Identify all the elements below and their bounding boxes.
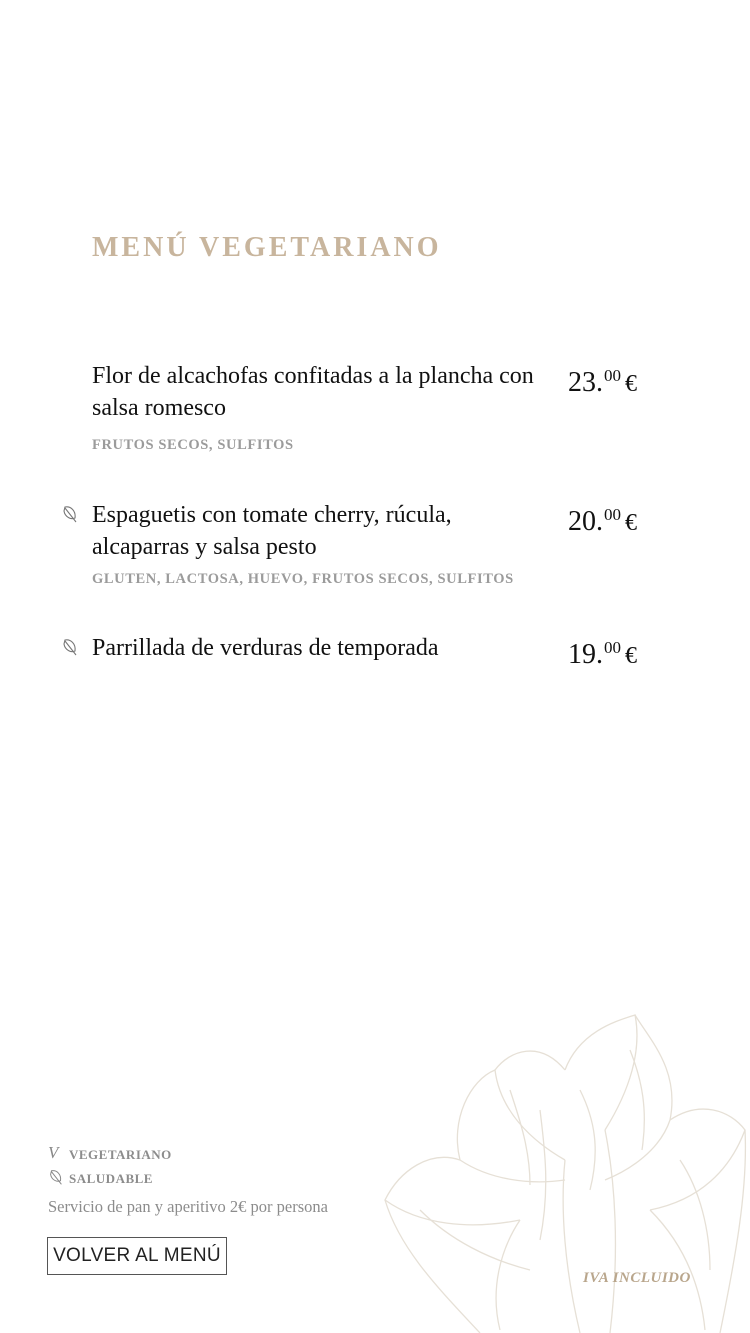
vegetarian-icon: V bbox=[48, 1143, 59, 1162]
price-currency: € bbox=[625, 643, 637, 669]
price-integer: 20. bbox=[568, 506, 603, 537]
dish-price bbox=[568, 632, 637, 672]
price-currency: € bbox=[625, 371, 637, 397]
dish-name: Parrillada de verduras de temporada bbox=[92, 635, 439, 661]
price-currency: € bbox=[625, 510, 637, 536]
dish-allergens: GLUTEN, LACTOSA, HUEVO, FRUTOS SECOS, SULFITOS bbox=[92, 571, 514, 587]
legend-healthy-label: SALUDABLE bbox=[69, 1171, 153, 1186]
dish-price bbox=[568, 360, 637, 400]
legend-vegetarian-label: VEGETARIANO bbox=[69, 1147, 172, 1162]
lotus-flower-illustration bbox=[380, 1010, 750, 1333]
price-integer: 19. bbox=[568, 639, 603, 670]
back-to-menu-button[interactable]: VOLVER AL MENÚ bbox=[47, 1237, 227, 1275]
dish-price bbox=[568, 499, 637, 539]
leaf-icon bbox=[62, 638, 78, 658]
leaf-icon bbox=[62, 505, 78, 525]
dish-name: Flor de alcachofas confitadas a la plancha con salsa romesco bbox=[92, 363, 534, 421]
leaf-icon bbox=[48, 1169, 64, 1187]
price-decimals: 00 bbox=[604, 638, 621, 657]
price-decimals: 00 bbox=[604, 505, 621, 524]
dish-name: Espaguetis con tomate cherry, rúcula, alcaparras y salsa pesto bbox=[92, 502, 452, 560]
dish-allergens: FRUTOS SECOS, SULFITOS bbox=[92, 437, 294, 453]
tax-note: IVA INCLUIDO bbox=[583, 1270, 691, 1286]
service-note: Servicio de pan y aperitivo 2€ por persona bbox=[48, 1197, 328, 1216]
menu-title: MENÚ VEGETARIANO bbox=[92, 232, 442, 263]
price-integer: 23. bbox=[568, 367, 603, 398]
price-decimals: 00 bbox=[604, 366, 621, 385]
